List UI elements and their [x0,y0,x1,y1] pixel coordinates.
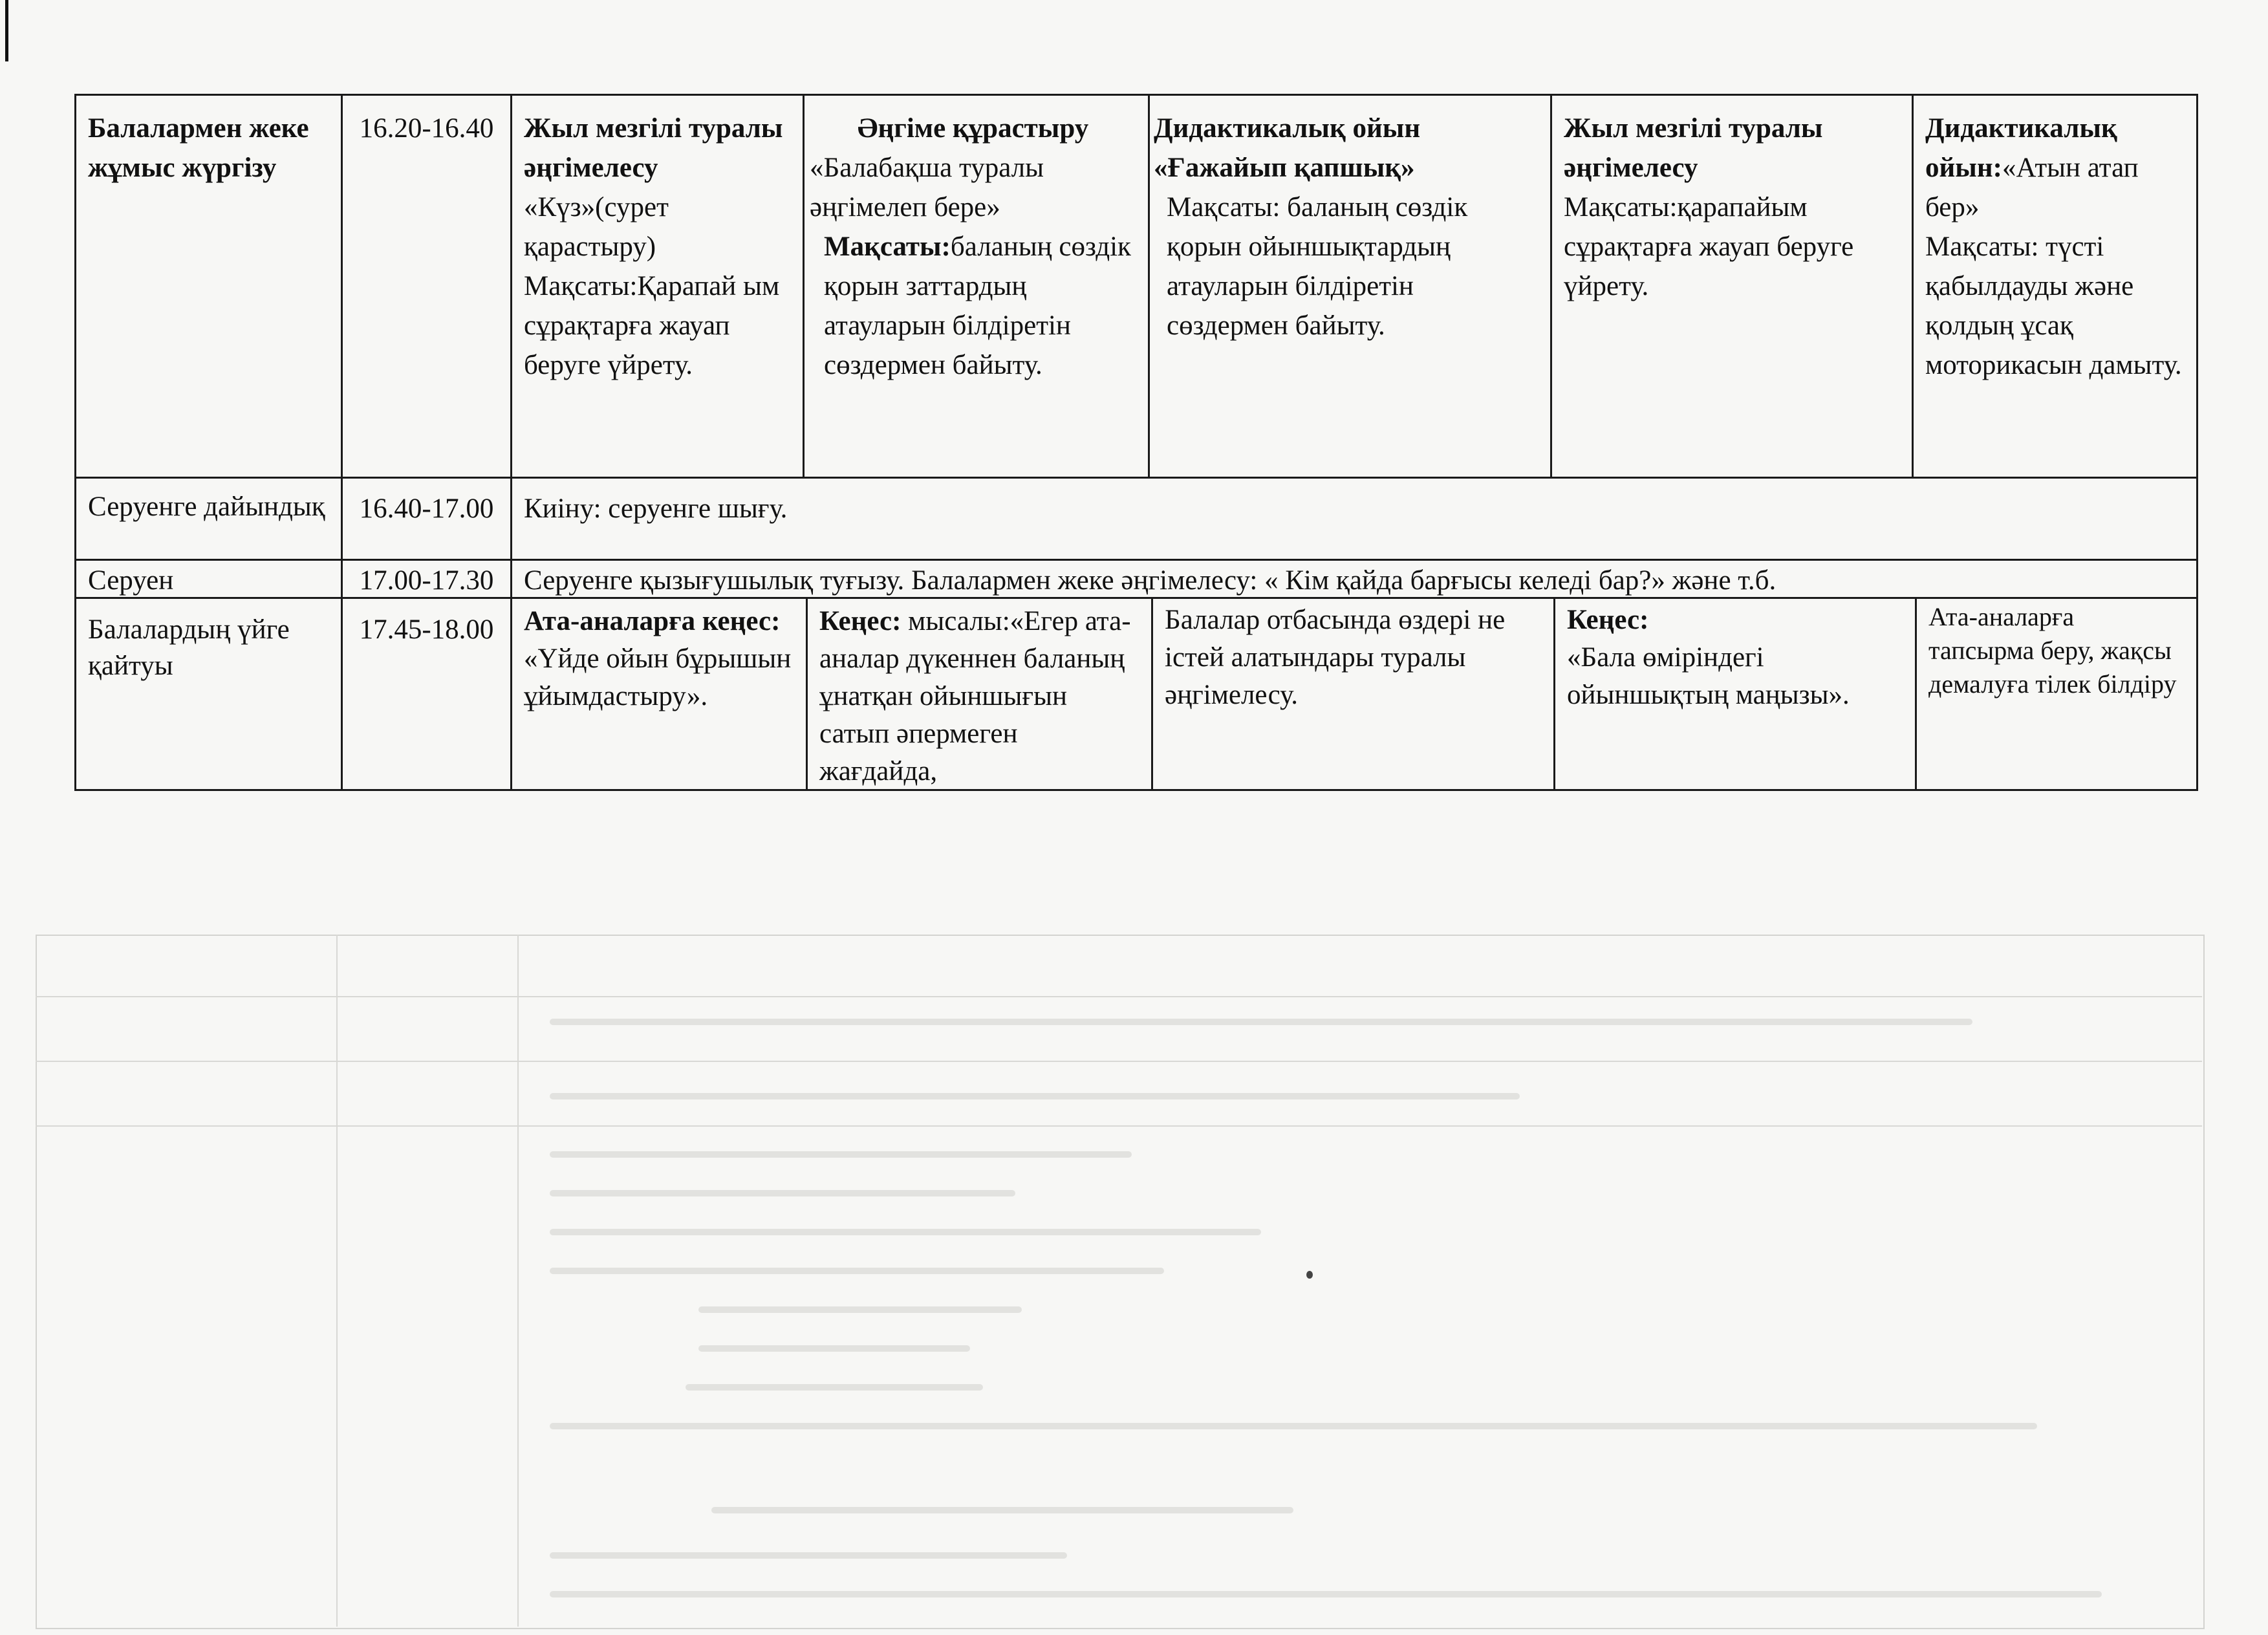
going-home-day3 [1151,597,1555,791]
activity-goal: Мақсаты: түсті қабылдауды және қолдың ұсақ моторикасын дамыту. [1925,232,2182,381]
row-label-walk-preparation: Серуенге дайындық [74,477,343,561]
row-time-going-home: 17.45-18.00 [341,597,512,791]
individual-work-day5 [1912,94,2198,479]
individual-work-day4 [1550,94,1914,479]
individual-work-day3 [1148,94,1552,479]
activity-title: Жыл мезгілі туралы әңгімелесу [524,113,783,184]
row-time-walk: 17.00-17.30 [341,559,512,599]
going-home-day2 [806,597,1153,791]
row-time-individual-work: 16.20-16.40 [341,94,512,479]
conversation-text: Балалар отбасында өздері не істей алатындары туралы әңгімелесу. [1165,605,1506,711]
row-label-walk: Серуен [74,559,343,599]
activity-title: Әңгіме құрастыру [857,113,1089,144]
activity-goal: Мақсаты: баланың сөздік қорын ойыншықтардың атауларын білдіретін сөздермен байыту. [1167,192,1468,341]
activity-goal: Мақсаты:қарапайым сұрақтарға жауап беруге үйрету. [1564,192,1854,302]
activity-text: «Күз»(сурет қарастыру) [524,192,669,263]
consultation-text: Кеңес: мысалы:«Егер ата-аналар дүкеннен баланың ұнатқан ойыншығын сатып әпермеген жағдайда, [819,606,1131,787]
consultation-text: «Үйде ойын бұрышын ұйымдастыру». [524,644,792,712]
going-home-day4 [1553,597,1917,791]
walk-preparation-text: Киіну: серуенге шығу. [510,477,2198,561]
parent-task-text: Ата-аналарға тапсырма беру, жақсы демалуға тілек білдіру [1928,602,2177,698]
scan-speck [1306,1271,1313,1279]
row-time-walk-preparation: 16.40-17.00 [341,477,512,561]
activity-title: Дидактикалық ойын «Ғажайып қапшық» [1154,113,1421,184]
individual-work-day1 [510,94,805,479]
going-home-day1 [510,597,808,791]
activity-title: Дидактикалық ойын:«Атын атап бер» [1925,113,2139,223]
row-label-going-home: Балалардың үйге қайтуы [74,597,343,791]
activity-title: Жыл мезгілі туралы әңгімелесу [1564,113,1823,184]
scan-edge-mark [5,0,8,61]
walk-text: Серуенге қызығушылық туғызу. Балалармен жеке әңгімелесу: « Кім қайда барғысы келеді бар?» және т.б. [510,559,2198,599]
consultation-title: Ата-аналарға кеңес: [524,606,781,636]
going-home-day5 [1915,597,2198,791]
activity-goal: Мақсаты:Қарапай ым сұрақтарға жауап беруге үйрету. [524,271,780,381]
consultation-text: «Бала өміріндегі ойыншықтың маңызы». [1567,642,1850,711]
consultation-title: Кеңес: [1567,605,1649,635]
row-label-individual-work: Балалармен жеке жұмыс жүргізу [74,94,343,479]
individual-work-day2 [803,94,1150,479]
activity-text: «Балабақша туралы әңгімелеп бере» [810,153,1044,223]
activity-goal: Мақсаты:баланың сөздік қорын заттардың атауларын білдіретін сөздермен байыту. [824,232,1131,381]
